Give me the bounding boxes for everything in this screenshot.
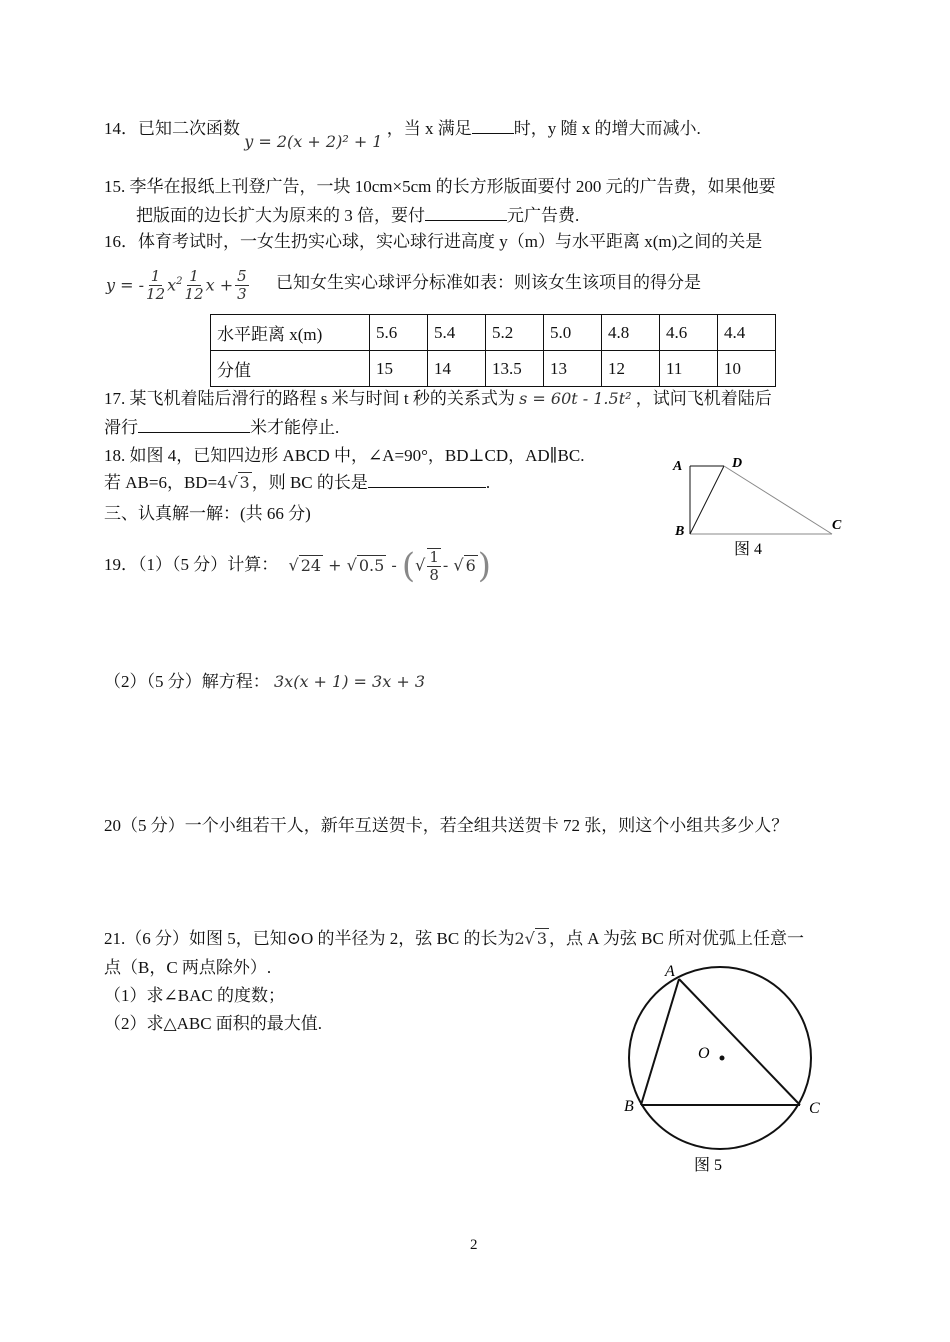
fig5-label-b: B	[624, 1098, 634, 1115]
q18-line-2b: ，则 BC 的长是	[251, 473, 368, 492]
q15-line-2	[136, 205, 579, 227]
q18-line-2	[104, 472, 490, 494]
q17-line-1a: 17. 某飞机着陆后滑行的路程 s 米与时间 t 秒的关系式为	[104, 389, 515, 408]
q15-blank[interactable]	[425, 220, 507, 221]
q21-line-1a: 21.（6 分）如图 5，已知⊙O 的半径为 2，弦 BC 的长为	[104, 929, 515, 948]
q15-line-2b: 元广告费.	[507, 206, 580, 225]
q19-part-1-text: 19．（1）（5 分）计算：	[104, 554, 279, 574]
fig4-label-d: D	[732, 456, 743, 471]
table-cell: 5.0	[544, 315, 602, 351]
q21-bc-value: 2√ 3	[514, 929, 548, 948]
q21-sub-1: （1）求∠BAC 的度数；	[104, 986, 285, 1005]
q14-text-3: 时，y 随 x 的增大而减小.	[513, 119, 701, 138]
q19-equation: 3x(x + 1) = 3x + 3	[274, 672, 426, 691]
q17-formula: s = 60t - 1.5t²	[519, 389, 632, 408]
table-cell: 4.6	[660, 315, 718, 351]
table-header-distance: 水平距离 x(m)	[211, 315, 370, 351]
q19-part-2-text: （2）（5 分）解方程：	[104, 672, 270, 691]
q17-line-2a: 滑行	[104, 418, 138, 437]
q21-line-1	[104, 928, 804, 950]
score-table	[210, 314, 776, 387]
q19-part-2	[104, 671, 425, 693]
fig4-label-a: A	[673, 459, 683, 474]
q20: 20（5 分）一个小组若干人，新年互送贺卡，若全组共送贺卡 72 张，则这个小组共多少人？	[104, 816, 789, 835]
q14-text-1: 14．已知二次函数	[104, 119, 240, 138]
fig4-caption: 图 4	[734, 541, 763, 558]
q16-line-2: 已知女生实心球评分标准如表：则该女生该项目的得分是	[276, 273, 701, 292]
fig5-label-a: A	[665, 963, 675, 980]
q14-text-2: ，当 x 满足	[386, 119, 472, 138]
table-cell: 15	[370, 351, 428, 387]
q19-expression: √ 24 + √ 0.5 - (√ $\frac{1}{8}$ - √ 6)	[288, 546, 492, 586]
table-cell: 10	[718, 351, 776, 387]
table-cell: 11	[660, 351, 718, 387]
table-cell: 13	[544, 351, 602, 387]
table-cell: 4.4	[718, 315, 776, 351]
q15-line-2a: 把版面的边长扩大为原来的 3 倍，要付	[136, 206, 425, 225]
table-cell: 5.2	[486, 315, 544, 351]
figure-5	[610, 960, 840, 1180]
page-number: 2	[470, 1237, 478, 1253]
q17-line-2b: 米才能停止.	[250, 418, 340, 437]
q18-line-2a: 若 AB=6，BD=	[104, 473, 218, 492]
q14	[104, 118, 701, 151]
q21-line-1b: ，点 A 为弦 BC 所对优弧上任意一	[549, 929, 805, 948]
q17-line-2	[104, 417, 339, 439]
q18-line-2c: .	[485, 473, 491, 492]
table-cell: 12	[602, 351, 660, 387]
table-header-score: 分值	[211, 351, 370, 387]
fig5-caption: 图 5	[694, 1157, 723, 1174]
q17-line-1b: ，试问飞机着陆后	[635, 389, 772, 408]
q17-blank[interactable]	[138, 432, 250, 433]
q19-part-1	[104, 548, 491, 584]
fig4-label-b: B	[675, 524, 685, 539]
table-cell: 14	[428, 351, 486, 387]
table-cell: 5.6	[370, 315, 428, 351]
q14-formula: y = 2(x + 2)² + 1	[244, 132, 383, 151]
table-cell: 13.5	[486, 351, 544, 387]
q18-line-1: 18. 如图 4，已知四边形 ABCD 中，∠A=90°，BD⊥CD，AD∥BC.	[104, 446, 585, 465]
q14-blank[interactable]	[472, 133, 514, 134]
table-cell: 4.8	[602, 315, 660, 351]
q21-sub-2: （2）求△ABC 面积的最大值.	[104, 1014, 323, 1033]
q21-line-2: 点（B，C 两点除外）.	[104, 958, 272, 977]
q16-formula: y = - $\frac{1}{12}$ $x^2$ $\frac{1}{12}$ x + $\frac{5}{3}$	[106, 267, 247, 304]
table-row	[211, 315, 776, 351]
q18-blank[interactable]	[368, 487, 486, 488]
q18-bd-value: 4√ 3	[217, 473, 250, 492]
q15-line-1: 15. 李华在报纸上刊登广告，一块 10cm×5cm 的长方形版面要付 200 元的广告费，如果他要	[104, 177, 776, 196]
table-row	[211, 351, 776, 387]
q16-line-1: 16．体育考试时，一女生扔实心球，实心球行进高度 y（m）与水平距离 x(m)之间的关是	[104, 232, 763, 251]
fig5-label-c: C	[809, 1100, 820, 1117]
fig5-label-o: O	[698, 1045, 710, 1062]
table-cell: 5.4	[428, 315, 486, 351]
fig4-label-c: C	[832, 518, 842, 533]
figure-4	[660, 450, 860, 560]
q17-line-1	[104, 388, 772, 410]
section-3-heading: 三、认真解一解：(共 66 分)	[104, 504, 311, 523]
